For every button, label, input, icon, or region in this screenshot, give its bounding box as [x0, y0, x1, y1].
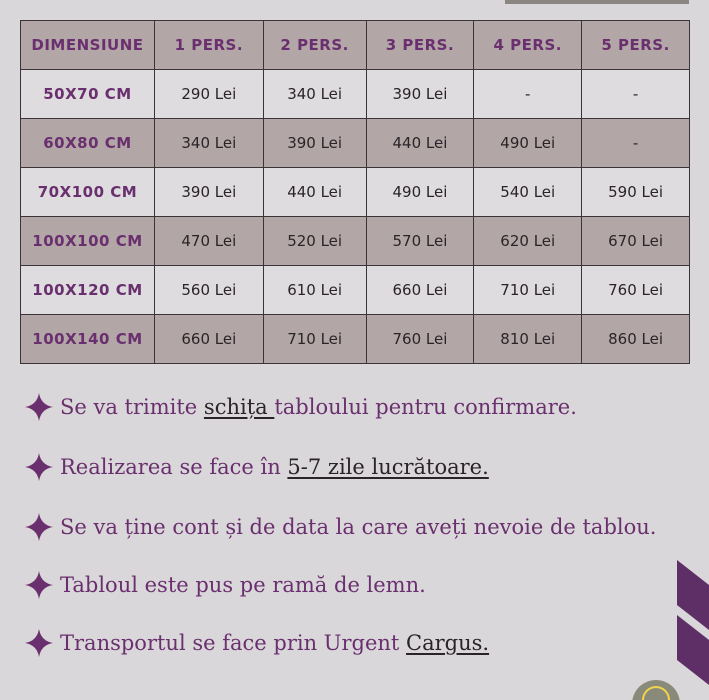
table-row: [21, 315, 690, 364]
note-item: [24, 512, 656, 542]
note-text: Tabloul este pus pe ramă de lemn.: [60, 573, 426, 597]
four-point-star-icon: [24, 452, 54, 482]
table-row: [21, 70, 690, 119]
price-cell: 390 Lei: [263, 119, 366, 168]
size-cell: 100X120 CM: [21, 266, 155, 315]
photo-edge-strip: [505, 0, 689, 4]
four-point-star-icon: [24, 392, 54, 422]
note-item: [24, 628, 489, 658]
four-point-star-icon: [24, 628, 54, 658]
table-row: [21, 168, 690, 217]
price-cell: 710 Lei: [474, 266, 582, 315]
price-cell: 660 Lei: [154, 315, 263, 364]
header-5-pers: 5 PERS.: [582, 21, 690, 70]
price-cell: 860 Lei: [582, 315, 690, 364]
chevron-stripes-icon: [677, 555, 709, 700]
note-item: [24, 570, 426, 600]
price-cell: 710 Lei: [263, 315, 366, 364]
price-cell: 570 Lei: [366, 217, 474, 266]
price-cell: 440 Lei: [366, 119, 474, 168]
header-2-pers: 2 PERS.: [263, 21, 366, 70]
price-cell: 440 Lei: [263, 168, 366, 217]
price-cell: 760 Lei: [582, 266, 690, 315]
header-4-pers: 4 PERS.: [474, 21, 582, 70]
size-cell: 70X100 CM: [21, 168, 155, 217]
header-dimension: DIMENSIUNE: [21, 21, 155, 70]
size-cell: 100X100 CM: [21, 217, 155, 266]
price-cell: 540 Lei: [474, 168, 582, 217]
note-item: [24, 392, 577, 422]
price-cell: 490 Lei: [366, 168, 474, 217]
header-3-pers: 3 PERS.: [366, 21, 474, 70]
note-text: Realizarea se face în 5-7 zile lucrătoare.: [60, 455, 489, 479]
price-table: [20, 20, 690, 364]
header-1-pers: 1 PERS.: [154, 21, 263, 70]
price-cell: -: [474, 70, 582, 119]
note-text: Transportul se face prin Urgent Cargus.: [60, 631, 490, 655]
price-cell: 760 Lei: [366, 315, 474, 364]
table-row: [21, 119, 690, 168]
translate-badge-icon[interactable]: [632, 680, 680, 700]
price-cell: -: [582, 70, 690, 119]
price-cell: -: [582, 119, 690, 168]
price-cell: 470 Lei: [154, 217, 263, 266]
note-text: Se va ține cont și de data la care aveți nevoie de tablou.: [60, 515, 657, 539]
price-cell: 340 Lei: [154, 119, 263, 168]
note-item: [24, 452, 489, 482]
price-cell: 290 Lei: [154, 70, 263, 119]
price-cell: 390 Lei: [154, 168, 263, 217]
table-row: [21, 217, 690, 266]
price-cell: 520 Lei: [263, 217, 366, 266]
price-cell: 490 Lei: [474, 119, 582, 168]
price-cell: 610 Lei: [263, 266, 366, 315]
price-cell: 660 Lei: [366, 266, 474, 315]
price-cell: 620 Lei: [474, 217, 582, 266]
price-cell: 810 Lei: [474, 315, 582, 364]
price-cell: 560 Lei: [154, 266, 263, 315]
size-cell: 60X80 CM: [21, 119, 155, 168]
price-cell: 670 Lei: [582, 217, 690, 266]
four-point-star-icon: [24, 512, 54, 542]
price-cell: 390 Lei: [366, 70, 474, 119]
size-cell: 100X140 CM: [21, 315, 155, 364]
four-point-star-icon: [24, 570, 54, 600]
size-cell: 50X70 CM: [21, 70, 155, 119]
table-row: [21, 266, 690, 315]
price-cell: 590 Lei: [582, 168, 690, 217]
price-cell: 340 Lei: [263, 70, 366, 119]
table-header-row: [21, 21, 690, 70]
note-text: Se va trimite schița tabloului pentru confirmare.: [60, 395, 577, 419]
